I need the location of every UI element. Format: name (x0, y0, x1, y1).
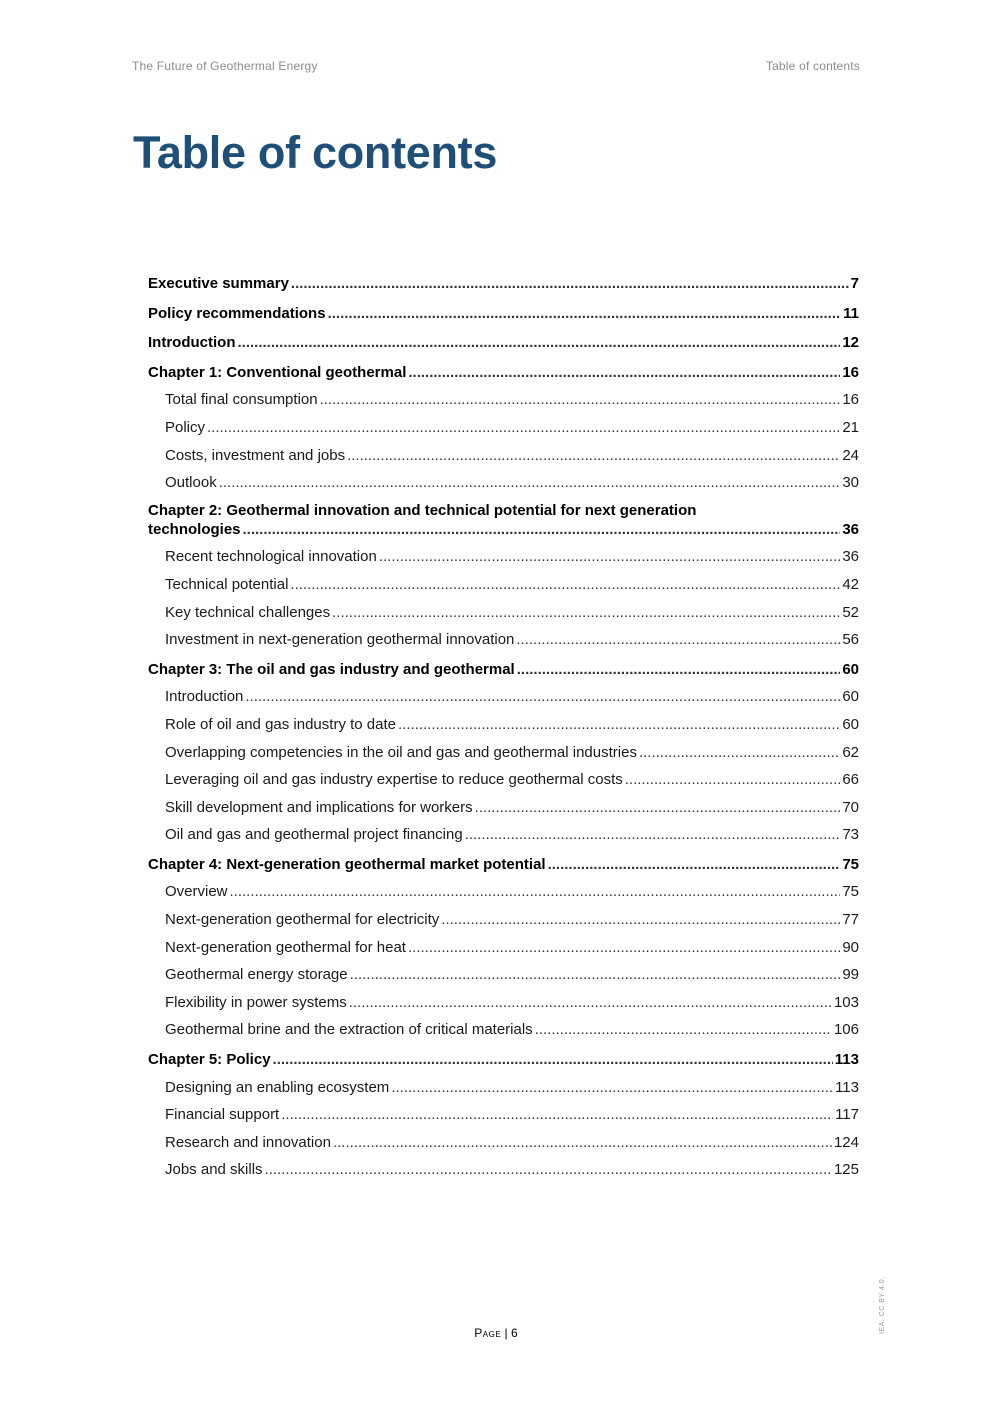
toc-subentry[interactable] (148, 473, 859, 493)
toc-subentry-title: Total final consumption (165, 391, 318, 409)
toc-page-number: 106 (833, 1021, 859, 1039)
dot-leader (379, 547, 841, 567)
dot-leader (347, 446, 840, 466)
running-header-doc-title: The Future of Geothermal Energy (132, 59, 318, 73)
toc-subentry-title: Flexibility in power systems (165, 993, 347, 1011)
toc-subentry[interactable] (148, 1105, 859, 1125)
toc-entry-title: Chapter 1: Conventional geothermal (148, 363, 407, 381)
toc-subentry[interactable] (148, 1133, 859, 1153)
toc-subentry[interactable] (148, 993, 859, 1013)
toc-subentry-title: Technical potential (165, 575, 289, 593)
toc-subentry-title: Key technical challenges (165, 603, 331, 621)
toc-subentry-title: Leveraging oil and gas industry expertise to reduce geothermal costs (165, 771, 623, 789)
toc-page-number: 73 (842, 826, 859, 844)
toc-subentry[interactable] (148, 603, 859, 623)
toc-entry-chapter-3[interactable] (148, 660, 859, 680)
toc-page-number: 12 (842, 334, 859, 352)
dot-leader (207, 418, 840, 438)
toc-subentry[interactable] (148, 770, 859, 790)
toc-subentry-title: Policy (165, 418, 206, 436)
toc-page-number: 60 (842, 688, 859, 706)
dot-leader (320, 390, 841, 410)
dot-leader (332, 603, 840, 623)
page-label: Page (474, 1326, 502, 1340)
toc-entry-title: Chapter 4: Next-generation geothermal market potential (148, 855, 546, 873)
dot-leader (243, 520, 841, 540)
toc-entry-title: Chapter 3: The oil and gas industry and geothermal (148, 660, 515, 678)
toc-page-number: 30 (842, 474, 859, 492)
dot-leader (281, 1105, 833, 1125)
toc-subentry[interactable] (148, 687, 859, 707)
toc-subentry[interactable] (148, 798, 859, 818)
dot-leader (475, 798, 841, 818)
page-title: Table of contents (133, 127, 498, 178)
toc-page-number: 117 (835, 1106, 859, 1124)
toc-page-number: 62 (842, 743, 859, 761)
page-separator: | (501, 1326, 511, 1340)
toc-subentry[interactable] (148, 418, 859, 438)
dot-leader (516, 630, 840, 650)
dot-leader (273, 1050, 833, 1070)
toc-page-number: 36 (842, 520, 859, 538)
toc-page-number: 113 (835, 1078, 859, 1096)
toc-subentry-title: Role of oil and gas industry to date (165, 715, 396, 733)
toc-entry-chapter-5[interactable] (148, 1050, 859, 1070)
toc-subentry-title: Next-generation geothermal for electricity (165, 911, 440, 929)
toc-page-number: 11 (843, 304, 859, 322)
toc-subentry[interactable] (148, 547, 859, 567)
toc-page-number: 99 (842, 966, 859, 984)
toc-entry-policy-recommendations[interactable] (148, 304, 859, 324)
toc-subentry[interactable] (148, 882, 859, 902)
page-number: 6 (511, 1326, 518, 1340)
toc-page-number: 70 (842, 798, 859, 816)
dot-leader (333, 1133, 832, 1153)
toc-subentry[interactable] (148, 743, 859, 763)
page-footer (0, 1326, 992, 1340)
dot-leader (441, 910, 840, 930)
dot-leader (328, 304, 842, 324)
dot-leader (391, 1078, 833, 1098)
toc-subentry[interactable] (148, 1160, 859, 1180)
toc-entry-title: Policy recommendations (148, 304, 326, 322)
toc-page-number: 16 (842, 363, 859, 381)
dot-leader (350, 965, 841, 985)
toc-page-number: 75 (842, 855, 859, 873)
toc-subentry[interactable] (148, 910, 859, 930)
toc-page-number: 90 (842, 938, 859, 956)
toc-subentry[interactable] (148, 965, 859, 985)
dot-leader (291, 274, 849, 294)
toc-subentry[interactable] (148, 1078, 859, 1098)
toc-subentry[interactable] (148, 446, 859, 466)
dot-leader (408, 363, 840, 383)
toc-page-number: 60 (842, 715, 859, 733)
running-header-section: Table of contents (765, 59, 860, 73)
toc-subentry-title: Outlook (165, 474, 217, 492)
toc-subentry-title: Geothermal energy storage (165, 966, 348, 984)
toc-entry-chapter-1[interactable] (148, 363, 859, 383)
dot-leader (237, 333, 840, 353)
dot-leader (245, 687, 840, 707)
dot-leader (219, 473, 841, 493)
toc-page-number: 56 (842, 631, 859, 649)
toc-entry-introduction[interactable] (148, 333, 859, 353)
toc-subentry-title: Oil and gas and geothermal project financing (165, 826, 463, 844)
toc-subentry-title: Designing an enabling ecosystem (165, 1078, 390, 1096)
toc-page-number: 36 (842, 548, 859, 566)
toc-subentry[interactable] (148, 825, 859, 845)
toc-subentry-title: Skill development and implications for workers (165, 798, 473, 816)
toc-entry-title-line-2: technologies (148, 520, 241, 538)
dot-leader (535, 1020, 832, 1040)
toc-page-number: 77 (842, 911, 859, 929)
toc-page-number: 66 (842, 771, 859, 789)
toc-subentry[interactable] (148, 1020, 859, 1040)
toc-subentry[interactable] (148, 390, 859, 410)
toc-subentry[interactable] (148, 630, 859, 650)
toc-subentry-title: Jobs and skills (165, 1161, 263, 1179)
dot-leader (639, 743, 840, 763)
table-of-contents (148, 268, 859, 1180)
toc-page-number: 21 (842, 418, 859, 436)
toc-subentry-title: Overview (165, 883, 228, 901)
dot-leader (517, 660, 841, 680)
license-note: IEA. CC BY 4.0. (879, 1276, 886, 1334)
dot-leader (290, 575, 840, 595)
dot-leader (408, 938, 840, 958)
toc-subentry-title: Financial support (165, 1106, 280, 1124)
dot-leader (548, 855, 841, 875)
toc-page-number: 24 (842, 446, 859, 464)
toc-subentry[interactable] (148, 575, 859, 595)
toc-page-number: 52 (842, 603, 859, 621)
toc-subentry-title: Recent technological innovation (165, 548, 377, 566)
toc-entry-title: Executive summary (148, 275, 289, 292)
toc-subentry-title: Overlapping competencies in the oil and gas and geothermal industries (165, 743, 637, 761)
dot-leader (398, 715, 840, 735)
toc-page-number: 113 (834, 1051, 859, 1069)
toc-page-number: 124 (833, 1133, 859, 1151)
toc-subentry-title: Geothermal brine and the extraction of critical materials (165, 1021, 533, 1039)
toc-subentry[interactable] (148, 938, 859, 958)
toc-entry-title-line-1: Chapter 2: Geothermal innovation and technical potential for next generation (148, 501, 697, 519)
toc-entry-chapter-4[interactable] (148, 855, 859, 875)
toc-entry-executive-summary[interactable] (148, 274, 859, 294)
toc-subentry[interactable] (148, 715, 859, 735)
dot-leader (465, 825, 841, 845)
toc-subentry-title: Research and innovation (165, 1133, 331, 1151)
dot-leader (230, 882, 841, 902)
toc-page-number: 75 (842, 883, 859, 901)
toc-subentry-title: Investment in next-generation geothermal innovation (165, 631, 515, 649)
toc-entry-chapter-2[interactable] (148, 501, 859, 540)
toc-subentry-title: Next-generation geothermal for heat (165, 938, 406, 956)
toc-entry-title: Chapter 5: Policy (148, 1051, 271, 1069)
toc-subentry-title: Introduction (165, 688, 244, 706)
toc-subentry-title: Costs, investment and jobs (165, 446, 346, 464)
toc-page-number: 16 (842, 391, 859, 409)
toc-entry-title: Introduction (148, 334, 236, 352)
toc-page-number: 42 (842, 575, 859, 593)
dot-leader (625, 770, 841, 790)
toc-page-number: 60 (842, 660, 859, 678)
toc-page-number: 7 (850, 275, 859, 292)
dot-leader (349, 993, 832, 1013)
toc-page-number: 103 (833, 993, 859, 1011)
toc-page-number: 125 (833, 1161, 859, 1179)
dot-leader (265, 1160, 832, 1180)
